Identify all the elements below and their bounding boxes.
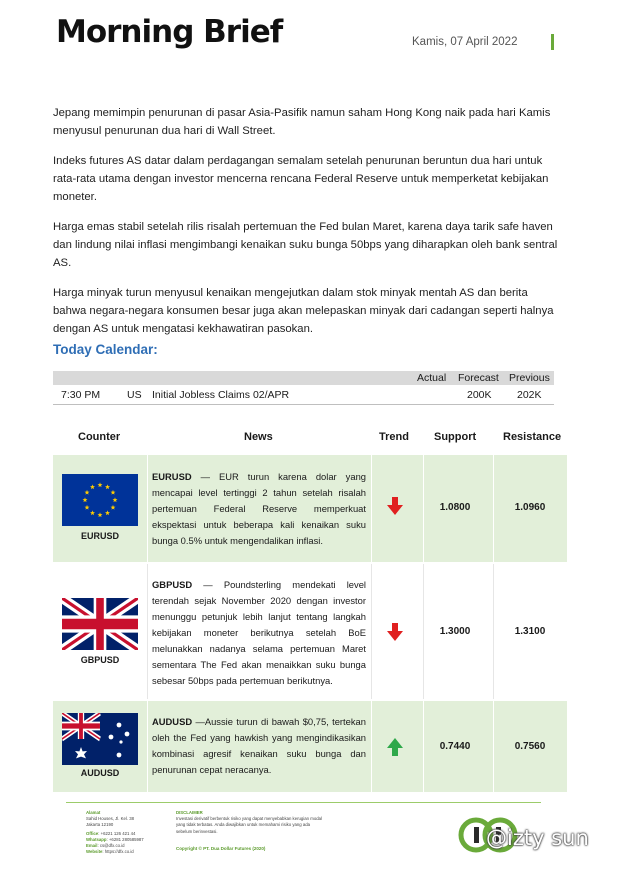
counter-label: GBPUSD xyxy=(80,655,120,665)
resistance-value: 0.7560 xyxy=(514,741,546,752)
address-label: Alamat xyxy=(86,810,101,815)
down-arrow-icon xyxy=(387,497,403,515)
calendar-previous: 202K xyxy=(517,389,542,401)
table-row xyxy=(53,701,567,792)
uk-flag-icon xyxy=(62,598,138,650)
page-title: Morning Brief xyxy=(56,14,283,50)
counter-label: AUDUSD xyxy=(80,768,120,778)
header-resistance: Resistance xyxy=(503,431,562,443)
contact-value: +6221 126 421 44 xyxy=(100,830,136,836)
news-text xyxy=(152,714,366,778)
footer-disclaimer xyxy=(176,810,326,835)
news-body: —Aussie turun di bawah $0,75, tertekan oleh the Fed yang hawkish yang mengindikasikan kombinasi agresif kenaikan suku bunga dan penurunan cepat neracanya. xyxy=(152,716,366,775)
header-trend: Trend xyxy=(379,431,409,443)
contact-value: cs@dfx.co.id xyxy=(99,843,125,849)
contact-label: Office xyxy=(86,830,99,836)
calendar-header-previous: Previous xyxy=(509,372,550,384)
summary-paragraph: Harga emas stabil setelah rilis risalah pertemuan the Fed bulan Maret, karena daya tarik safe haven dan lindung nilai inflasi mengimbangi kenaikan suku bunga 50bps yang diharapkan oleh bank sentral AS. xyxy=(53,221,558,269)
contact-value: +6281 280585987 xyxy=(108,836,144,842)
header-news: News xyxy=(244,431,273,443)
disclaimer-label: DISCLAIMER xyxy=(176,810,203,815)
footer-divider xyxy=(66,802,541,803)
news-ticker: AUDUSD xyxy=(152,716,193,727)
eu-flag-icon xyxy=(62,474,138,526)
report-date: Kamis, 07 April 2022 xyxy=(412,36,518,48)
contact-label: Whatsapp xyxy=(86,836,107,842)
resistance-value: 1.3100 xyxy=(514,626,546,637)
support-value: 1.0800 xyxy=(439,502,471,513)
calendar-time: 7:30 PM xyxy=(61,389,101,401)
contact-value: https://dfx.co.id xyxy=(104,849,134,855)
news-body: — Poundsterling mendekati level terendah sejak November 2020 dengan investor menunggu petunjuk lebih lanjut tentang langkah kebijakan moneter berikutnya setelah BoE melunakkan nadanya selama pertemuan Maret sementara The Fed akan menaikkan suku bunga sebesar 50bps pada pertemuan berikutnya. xyxy=(152,579,366,686)
calendar-row xyxy=(53,388,554,402)
calendar-divider xyxy=(53,404,554,405)
address-line: Sahid Houses, Jl. Kel. 38 xyxy=(86,816,135,822)
support-value: 0.7440 xyxy=(439,741,471,752)
disclaimer-text: Investasi derivatif berbentuk risiko yang dapat menyebabkan kerugian modal yang tidak terbatas. Anda diwajibkan untuk memahami risiko yang ada sebelum berinvestasi. xyxy=(176,816,322,834)
market-summary xyxy=(53,104,563,350)
contact-label: Website xyxy=(86,849,103,855)
calendar-header-forecast: Forecast xyxy=(458,372,499,384)
table-row xyxy=(53,564,567,699)
summary-paragraph: Harga minyak turun menyusul kenaikan mengejutkan dalam stok minyak mentah AS dan berita bahwa negara-negara konsumen besar juga akan melepaskan minyak dari cadangan seperti halnya dengan AS untuk mengatasi kekhawatiran pasokan. xyxy=(53,287,554,335)
up-arrow-icon xyxy=(387,738,403,756)
summary-paragraph: Jepang memimpin penurunan di pasar Asia-Pasifik namun saham Hong Kong naik pada hari Kamis menyusul penurunan dua hari di Wall Street. xyxy=(53,107,551,137)
summary-paragraph: Indeks futures AS datar dalam perdagangan semalam setelah penurunan beruntun dua hari untuk rata-rata utama dengan investor mencerna rencana Federal Reserve untuk memperketat kebijakan moneter. xyxy=(53,155,549,203)
calendar-event: Initial Jobless Claims 02/APR xyxy=(152,389,290,401)
header-support: Support xyxy=(434,431,477,443)
calendar-header xyxy=(53,371,554,385)
resistance-value: 1.0960 xyxy=(514,502,546,513)
table-row xyxy=(53,455,567,562)
news-ticker: GBPUSD xyxy=(152,579,193,590)
news-text xyxy=(152,577,366,689)
header-counter: Counter xyxy=(78,431,121,443)
support-value: 1.3000 xyxy=(439,626,471,637)
news-ticker: EURUSD xyxy=(152,471,192,482)
calendar-title: Today Calendar: xyxy=(53,342,158,357)
news-text xyxy=(152,469,366,549)
news-body: — EUR turun karena dolar yang mencapai level tertinggi 2 tahun setelah risalah pertemuan Federal Reserve memperkuat ekspektasi untuk beberapa kali kenaikan suku bunga 0.5% untuk mengendalikan inflasi. xyxy=(152,471,367,546)
au-flag-icon xyxy=(62,713,138,765)
counter-label: EURUSD xyxy=(80,531,119,541)
down-arrow-icon xyxy=(387,623,403,641)
watermark-text: @izty sun xyxy=(486,826,589,850)
calendar-country: US xyxy=(127,389,142,401)
footer-copyright: Copyright © PT. Dua Dollar Futures (2020) xyxy=(176,846,266,851)
calendar-forecast: 200K xyxy=(467,389,492,401)
footer-address: Alamat Sahid Houses, Jl. Kel. 38 Jakarta 12190 Office: +6221 126 421 44 Whatsapp: +6281 280585987 Email: cs@dfx.co.id Website: https://dfx.co.id xyxy=(86,810,166,855)
calendar-header-actual: Actual xyxy=(417,372,447,384)
address-line: Jakarta 12190 xyxy=(86,822,114,828)
header-accent-bar xyxy=(551,34,554,50)
contact-label: Email xyxy=(86,843,98,849)
